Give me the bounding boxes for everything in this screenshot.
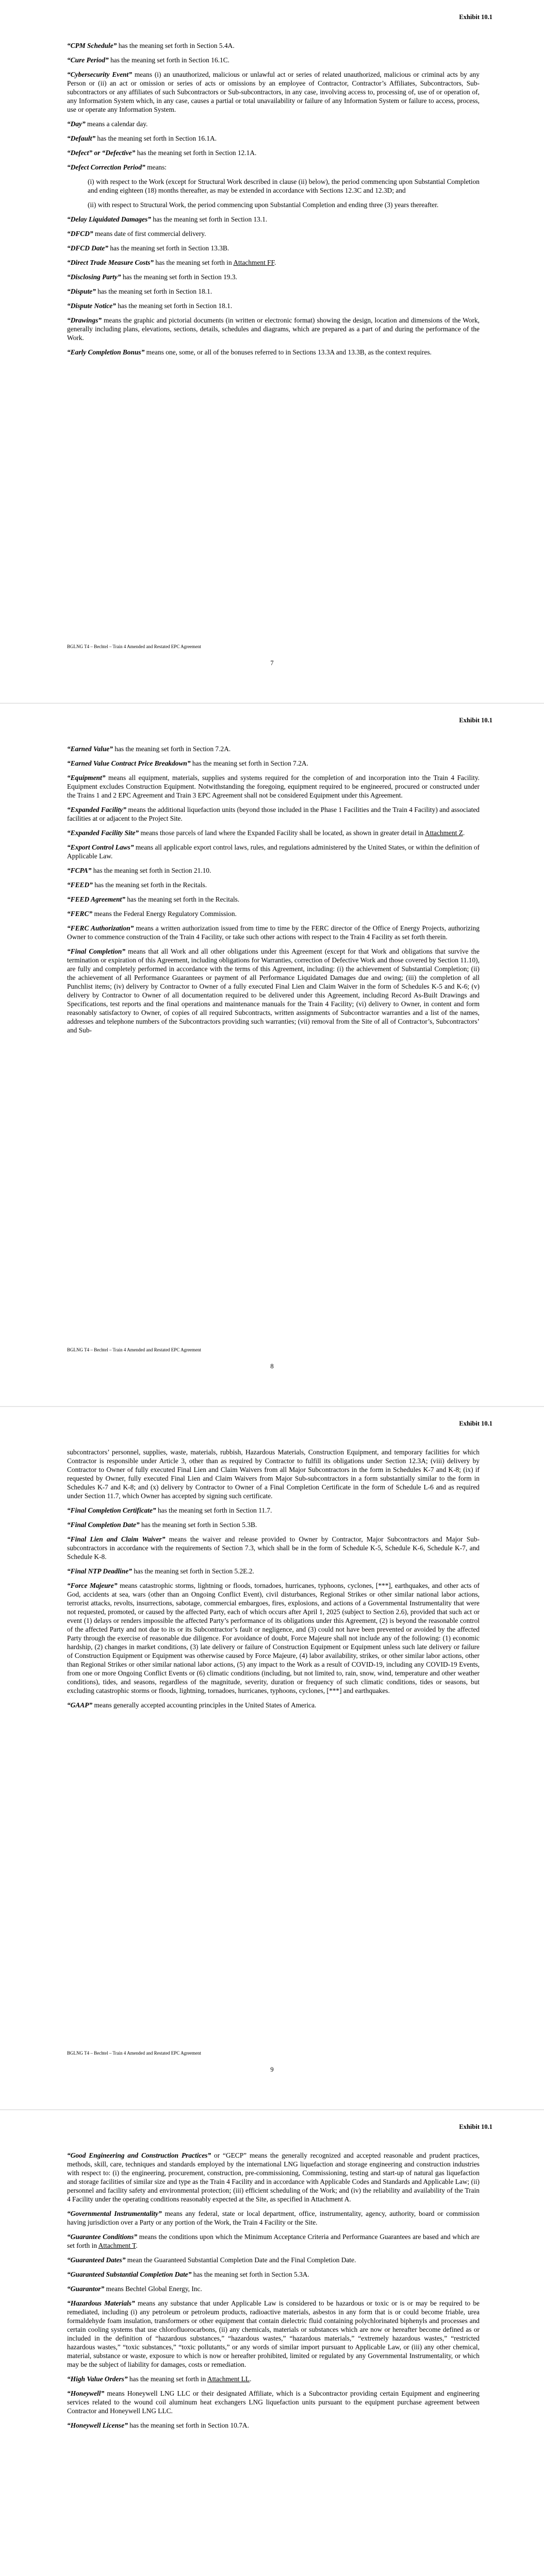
definition-paragraph: [67, 1701, 480, 1709]
definition-paragraph: [67, 70, 480, 114]
definition-text: has the meaning set forth in: [127, 2375, 207, 2383]
definition-text: means the Federal Energy Regulatory Commission.: [92, 910, 237, 918]
defined-term: “Equipment”: [67, 774, 106, 782]
definition-paragraph: [67, 2270, 480, 2279]
defined-term: “Cybersecurity Event”: [67, 71, 133, 78]
definition-paragraph: [67, 1506, 480, 1515]
definition-text: has the meaning set forth in Section 13.1.: [151, 215, 268, 223]
definition-text: has the meaning set forth in Section 7.2A.: [112, 745, 231, 753]
definition-text: means that all Work and all other obligations under this Agreement (except for that Work and obligations that survive the termination or expiration of this Agreement, including obligations for Warranties, correction of Defective Work and those covered by Section 11.10), are fully and completely performed in accordance with the terms of this Agreement, including: (i) the achievement of Substantial Completion; (ii) the achievement of all Performance Guarantees or payment of all Performance Liquidated Damages due and owing; (iii) the completion of all Punchlist items; (iv) delivery by Contractor to Owner of a fully executed Final Lien and Claim Waiver in the form of Schedules K-5 and K-6; (v) delivery by Contractor to Owner of all documentation required to be delivered under this Agreement, including Record As-Built Drawings and Specifications, test reports and the final operations and maintenance manuals for the Train 4 Facility; (vi) delivery to Owner, in content and form reasonably satisfactory to Owner, of copies of all required Subcontracts, written assignments of Subcontractor warranties and a list of the names, addresses and telephone numbers of the Subcontractors providing such warranties; (vii) removal from the Site of all of Contractor’s, Subcontractors’ and Sub-: [67, 947, 480, 1034]
defined-term: “Direct Trade Measure Costs”: [67, 259, 154, 266]
definition-text: has the meaning set forth in Section 5.2E.2.: [131, 1567, 254, 1575]
defined-term: “Disclosing Party”: [67, 273, 121, 281]
definition-text: has the meaning set forth in Section 5.4A.: [117, 42, 235, 49]
definition-text: has the meaning set forth in Section 12.1A.: [135, 149, 257, 157]
definition-paragraph: [67, 2256, 480, 2264]
defined-term: “FCPA”: [67, 867, 92, 874]
definition-paragraph: [67, 301, 480, 310]
definition-text: has the meaning set forth in Section 19.3.: [121, 273, 237, 281]
defined-term: “Early Completion Bonus”: [67, 348, 145, 356]
definition-paragraph: [67, 947, 480, 1035]
defined-term: “Good Engineering and Construction Practices”: [67, 2151, 211, 2159]
definition-paragraph: [67, 805, 480, 823]
page-footer: BGLNG T4 – Bechtel – Train 4 Amended and Restated EPC Agreement: [67, 2050, 202, 2056]
definition-paragraph: [67, 56, 480, 64]
definition-paragraph: [67, 1448, 480, 1500]
definition-text: has the meaning set forth in Section 18.1.: [95, 287, 212, 295]
definition-text: means all applicable export control laws, rules, and regulations administered by the United States, or within the definition of Applicable Law.: [67, 843, 480, 860]
definition-text: (ii) with respect to Structural Work, the period commencing upon Substantial Completion and ending three (3) years thereafter.: [88, 201, 439, 209]
definition-text: means (i) an unauthorized, malicious or unlawful act or series of related unauthorized, malicious or criminal acts by any Person or (ii) an act or omission or series of acts or omissions by an employee of Contractor, Contractor’s Affiliates, Subcontractors, Sub-subcontractors or any affiliates of such Subcontractors or Sub-subcontractors, in any case, involving access to, processing of, use of or operation of, any Information System which, in any case, causes a partial or total unavailability or failure of any Information System or failure to access, process, use or operate any Information System.: [67, 71, 480, 113]
definition-paragraph: [67, 316, 480, 342]
defined-term: “FEED Agreement”: [67, 895, 125, 903]
definition-text: has the meaning set forth in Section 13.3B.: [108, 244, 229, 252]
definition-paragraph: [67, 1520, 480, 1529]
defined-term: “FERC Authorization”: [67, 924, 134, 932]
definition-text: has the meaning set forth in Section 7.2A.: [190, 759, 308, 767]
definition-text-tail: .: [463, 829, 465, 837]
defined-term: “Guaranteed Substantial Completion Date”: [67, 2270, 192, 2278]
definition-paragraph: [67, 866, 480, 875]
defined-term: “Export Control Laws”: [67, 843, 134, 851]
defined-term: “Governmental Instrumentality”: [67, 2210, 162, 2217]
defined-term: “Force Majeure”: [67, 1582, 118, 1589]
defined-term: “GAAP”: [67, 1701, 93, 1709]
defined-term: “Defect Correction Period”: [67, 163, 145, 171]
page-content: [67, 41, 480, 362]
definition-paragraph: [67, 2151, 480, 2204]
defined-term: “Final Completion”: [67, 947, 126, 955]
defined-term: “Day”: [67, 120, 86, 128]
definition-paragraph: [67, 120, 480, 128]
definition-paragraph: [67, 843, 480, 860]
defined-term: “Guarantor”: [67, 2285, 105, 2293]
definition-text: means a calendar day.: [85, 120, 148, 128]
document-page-3: [0, 1406, 544, 2110]
definition-text: means the conditions upon which the Minimum Acceptance Criteria and Performance Guarantees are based and which are set forth in: [67, 2233, 480, 2249]
definition-text: has the meaning set forth in the Recitals.: [125, 895, 240, 903]
definition-paragraph: [67, 244, 480, 252]
defined-term: “Cure Period”: [67, 56, 109, 64]
definition-text: has the meaning set forth in Section 18.1.: [116, 302, 233, 310]
definition-paragraph: [67, 773, 480, 800]
definition-paragraph: [88, 200, 480, 209]
definition-text: has the meaning set forth in Section 16.1C.: [108, 56, 230, 64]
definition-paragraph: [67, 134, 480, 143]
definition-text: means Bechtel Global Energy, Inc.: [104, 2285, 202, 2293]
definition-paragraph: [67, 924, 480, 941]
page-content: [67, 744, 480, 1040]
defined-term: “Expanded Facility Site”: [67, 829, 139, 837]
attachment-reference: Attachment LL: [207, 2375, 250, 2383]
definition-text: has the meaning set forth in Section 16.1A.: [95, 134, 217, 142]
definition-text: means one, some, or all of the bonuses referred to in Sections 13.3A and 13.3B, as the context requires.: [144, 348, 432, 356]
defined-term: “Hazardous Materials”: [67, 2299, 135, 2307]
definition-text: means those parcels of land where the Expanded Facility shall be located, as shown in greater detail in: [139, 829, 425, 837]
definition-paragraph: [67, 1567, 480, 1575]
defined-term: “Final Completion Certificate”: [67, 1506, 156, 1514]
defined-term: “DFCD Date”: [67, 244, 108, 252]
definition-paragraph: [67, 1581, 480, 1695]
definition-paragraph: [67, 2284, 480, 2293]
defined-term: “Guarantee Conditions”: [67, 2233, 138, 2241]
definition-paragraph: [67, 287, 480, 296]
definition-paragraph: [67, 2232, 480, 2250]
definition-text: has the meaning set forth in Section 5.3A.: [191, 2270, 309, 2278]
document-page-1: [0, 0, 544, 703]
definition-text-tail: .: [274, 259, 276, 266]
defined-term: “Dispute”: [67, 287, 96, 295]
defined-term: “Guaranteed Dates”: [67, 2256, 126, 2264]
definition-paragraph: [88, 177, 480, 195]
definition-paragraph: [67, 880, 480, 889]
defined-term: “Final Completion Date”: [67, 1521, 140, 1529]
defined-term: “Honeywell License”: [67, 2421, 128, 2429]
defined-term: “Defect” or “Defective”: [67, 149, 136, 157]
attachment-reference: Attachment FF: [233, 259, 274, 266]
definition-paragraph: [67, 2209, 480, 2227]
definition-text: means all equipment, materials, supplies and systems required for the completion of and incorporation into the Train 4 Facility. Equipment excludes Construction Equipment. Notwithstanding the foregoing, equipment required to be engineered, procured or constructed under the Trains 1 and 2 EPC Agreement and Train 3 EPC Agreement shall not be considered Equipment under this Agreement.: [67, 774, 480, 799]
definition-paragraph: [67, 215, 480, 224]
page-number: 7: [270, 659, 274, 667]
document-page-2: [0, 703, 544, 1406]
defined-term: “CPM Schedule”: [67, 42, 117, 49]
definition-text: or “GECP” means the generally recognized and accepted reasonable and prudent practices, methods, skill, care, techniques and standards employed by the international LNG liquefaction and storage engineering and construction industries with respect to: (i) the engineering, procurement, construction, pre-commissioning, Commissioning, testing and start-up of natural gas liquefaction and storage facilities of similar size and type as the Train 4 Facility and in accordance with Applicable Codes and Standards and Applicable Law; (ii) personnel and facility safety and environmental protection; (iii) efficient scheduling of the Work; and (iv) the reliability and availability of the Train 4 Facility under the operating conditions reasonably expected at the Site, as specified in Attachment A.: [67, 2151, 480, 2203]
defined-term: “FERC”: [67, 910, 93, 918]
definition-text: means generally accepted accounting principles in the United States of America.: [92, 1701, 317, 1709]
definition-text: (i) with respect to the Work (except for Structural Work described in clause (ii) below), the period commencing upon Substantial Completion and ending eighteen (18) months thereafter, as may be extended in accordance with Sections 12.3C and 12.3D; and: [88, 178, 480, 194]
defined-term: “Earned Value”: [67, 745, 113, 753]
definition-text-tail: .: [136, 2242, 138, 2249]
definition-paragraph: [67, 229, 480, 238]
definition-paragraph: [67, 828, 480, 837]
definition-text: means catastrophic storms, lightning or floods, tornadoes, hurricanes, typhoons, cyclones, [***], earthquakes, and other acts of God, accidents at sea, wars (other than an Ongoing Conflict Event), civil disturbances, Regional Strikes or other similar national labor actions, terrorist attacks, revolts, insurrections, sabotage, commercial embargoes, fires, explosions, and actions of a Governmental Instrumentality that were not requested, promoted, or caused by the affected Party, each of which occurs after April 1, 2025 (subject to Section 2.6), provided that such act or event (1) delays or renders impossible the affected Party’s performance of its obligations under this Agreement, (2) is beyond the reasonable control of the affected Party and not due to its or its Subcontractor’s fault or negligence, and (3) could not have been prevented or avoided by the affected Party through the exercise of reasonable due diligence. For avoidance of doubt, Force Majeure shall not include any of the following: (1) economic hardship, (2) changes in market conditions, (3) late delivery or failure of Construction Equipment or Equipment unless such late delivery or failure of Construction Equipment or Equipment was otherwise caused by Force Majeure, (4) labor availability, strikes, or other similar labor actions, other than Regional Strikes or other similar national labor actions, (5) any impact to the Work as a result of COVID-19, including any COVID-19 Events, from one or more Ongoing Conflict Events or (6) climatic conditions (including, but not limited to, rain, snow, wind, temperature and other weather conditions), tides, and seasons, regardless of the magnitude, severity, duration or frequency of such climatic conditions, tides or seasons, but excluding catastrophic storms or floods, lightning, tornadoes, hurricanes, typhoons, cyclones, [***] and earthquakes.: [67, 1582, 480, 1694]
definition-paragraph: [67, 1535, 480, 1561]
page-number: 9: [270, 2066, 274, 2073]
page-content: [67, 2151, 480, 2435]
defined-term: “Delay Liquidated Damages”: [67, 215, 151, 223]
definition-paragraph: [67, 2375, 480, 2383]
exhibit-label: Exhibit 10.1: [459, 13, 492, 21]
document-page-4: [0, 2110, 544, 2576]
defined-term: “FEED”: [67, 881, 93, 889]
page-footer: BGLNG T4 – Bechtel – Train 4 Amended and Restated EPC Agreement: [67, 1347, 202, 1352]
definition-text: means:: [145, 163, 167, 171]
defined-term: “Final NTP Deadline”: [67, 1567, 132, 1575]
attachment-reference: Attachment Z: [424, 829, 463, 837]
definition-paragraph: [67, 759, 480, 768]
page-footer: BGLNG T4 – Bechtel – Train 4 Amended and Restated EPC Agreement: [67, 644, 202, 649]
exhibit-label: Exhibit 10.1: [459, 2123, 492, 2130]
attachment-reference: Attachment T: [98, 2242, 136, 2249]
exhibit-label: Exhibit 10.1: [459, 717, 492, 724]
definition-paragraph: [67, 744, 480, 753]
definition-text: means the graphic and pictorial documents (in written or electronic format) showing the design, location and dimensions of the Work, generally including plans, elevations, sections, details, schedules and diagrams, which are prepared as a part of and during the performance of the Work.: [67, 316, 480, 342]
page-number: 8: [270, 1363, 274, 1370]
defined-term: “Final Lien and Claim Waiver”: [67, 1535, 166, 1543]
definition-text: means a written authorization issued from time to time by the FERC director of the Office of Energy Projects, authorizing Owner to commence construction of the Train 4 Facility, or take such other actions with respect to the Train 4 Facility as set forth therein.: [67, 924, 480, 941]
definition-text: subcontractors’ personnel, supplies, waste, materials, rubbish, Hazardous Materials, Construction Equipment, and temporary facilities for which Contractor is responsible under Article 3, other than as required by Contractor to fulfill its obligations under Section 12.3A; (viii) delivery by Contractor to Owner of fully executed Final Lien and Claim Waivers from all Major Subcontractors in the form in Schedules K-7 and K-8; (ix) if requested by Owner, fully executed Final Lien and Claim Waivers from Major Sub-subcontractors in a form substantially similar to the form in Schedules K-7 and K-8; and (x) delivery by Contractor to Owner of a Final Completion Certificate in the form of Schedule L-6 and as required under Section 11.7, which Owner has accepted by signing such certificate.: [67, 1448, 480, 1500]
definition-paragraph: [67, 348, 480, 357]
definition-paragraph: [67, 273, 480, 281]
page-content: [67, 1448, 480, 1715]
definition-paragraph: [67, 41, 480, 50]
defined-term: “Earned Value Contract Price Breakdown”: [67, 759, 191, 767]
defined-term: “High Value Orders”: [67, 2375, 128, 2383]
definition-text: has the meaning set forth in Section 11.7.: [156, 1506, 272, 1514]
definition-paragraph: [67, 148, 480, 157]
definition-text: means the additional liquefaction units (beyond those included in the Phase 1 Facilities and the Train 4 Facility) and associated facilities at or adjacent to the Project Site.: [67, 806, 480, 822]
definition-text: has the meaning set forth in: [154, 259, 234, 266]
defined-term: “Default”: [67, 134, 96, 142]
definition-text: means the waiver and release provided to Owner by Contractor, Major Subcontractors and Major Sub-subcontractors in accordance with the requirements of Section 7.3, which shall be in the form of Schedule K-5, Schedule K-6, Schedule K-7, and Schedule K-8.: [67, 1535, 480, 1561]
defined-term: “Dispute Notice”: [67, 302, 116, 310]
definition-text: has the meaning set forth in the Recitals.: [92, 881, 207, 889]
definition-text: mean the Guaranteed Substantial Completion Date and the Final Completion Date.: [125, 2256, 356, 2264]
definition-text: means any substance that under Applicable Law is considered to be hazardous or toxic or is or may be required to be remediated, including (i) any petroleum or petroleum products, radioactive materials, asbestos in any form that is or could become friable, urea formaldehyde foam insulation, transformers or other equipment that contain dielectric fluid containing polychlorinated biphenyls and processes and certain cooling systems that use chlorofluorocarbons, (ii) any chemicals, materials or substances which are now or hereafter become defined as or included in the definition of “hazardous substances,” “hazardous wastes,” “hazardous materials,” “extremely hazardous wastes,” “restricted hazardous wastes,” “toxic substances,” “toxic pollutants,” or any words of similar import pursuant to Applicable Law, or (iii) any other chemical, material, substance or waste, exposure to which is now or hereafter prohibited, limited or regulated by any Governmental Instrumentality, or which may be the subject of liability for damages, costs or remediation.: [67, 2299, 480, 2368]
definition-paragraph: [67, 258, 480, 267]
defined-term: “Expanded Facility”: [67, 806, 127, 814]
definition-paragraph: [67, 909, 480, 918]
definition-text: means Honeywell LNG LLC or their designated Affiliate, which is a Subcontractor providing certain Equipment and engineering services related to the wound coil aluminum heat exchangers LNG liquefaction units pursuant to the equipment purchase agreement between Contractor and Honeywell LNG LLC.: [67, 2389, 480, 2415]
definition-text: means date of first commercial delivery.: [93, 230, 206, 238]
defined-term: “Honeywell”: [67, 2389, 105, 2397]
definition-paragraph: [67, 2421, 480, 2430]
definition-text: means any federal, state or local department, office, instrumentality, agency, authority, board or commission having jurisdiction over a Party or any portion of the Work, the Train 4 Facility or the Site.: [67, 2210, 480, 2226]
definition-text: has the meaning set forth in Section 10.7A.: [127, 2421, 249, 2429]
definition-text: has the meaning set forth in Section 21.10.: [91, 867, 211, 874]
definition-paragraph: [67, 2299, 480, 2369]
definition-text: has the meaning set forth in Section 5.3B.: [139, 1521, 257, 1529]
exhibit-label: Exhibit 10.1: [459, 1420, 492, 1427]
definition-paragraph: [67, 163, 480, 172]
definition-paragraph: [67, 895, 480, 904]
definition-paragraph: [67, 2389, 480, 2415]
defined-term: “Drawings”: [67, 316, 102, 324]
defined-term: “DFCD”: [67, 230, 93, 238]
definition-text-tail: .: [250, 2375, 252, 2383]
